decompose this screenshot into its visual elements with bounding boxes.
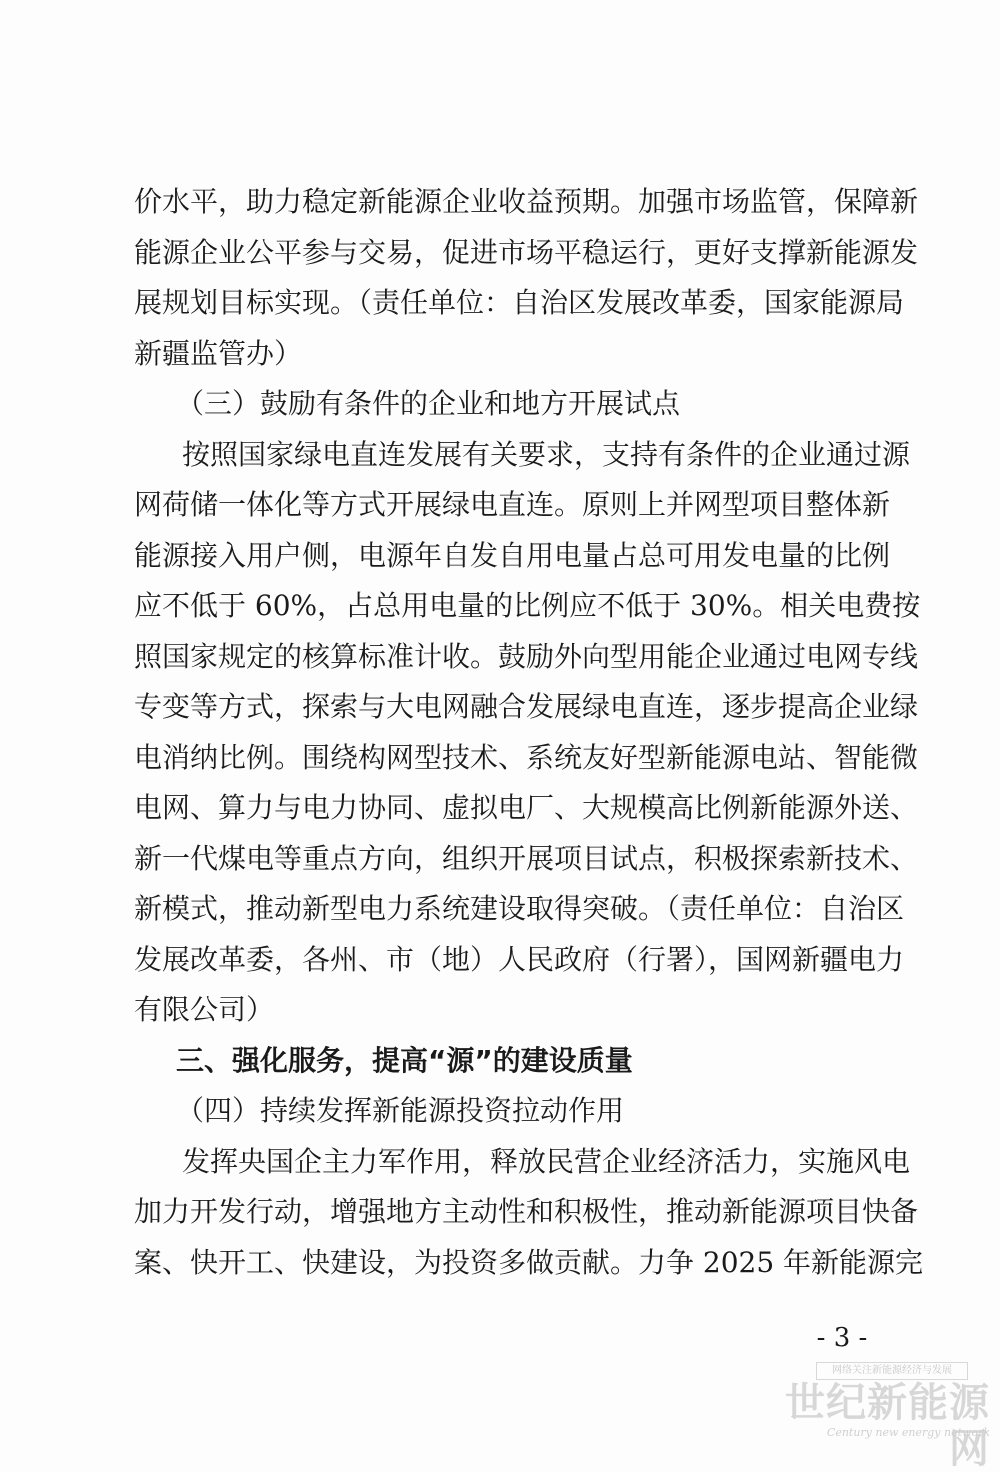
text-line: 电网、算力与电力协同、虚拟电厂、大规模高比例新能源外送、 (134, 791, 919, 824)
text-line: 专变等方式，探索与大电网融合发展绿电直连，逐步提高企业绿 (134, 690, 919, 723)
text-line: 新疆监管办） (134, 337, 303, 370)
text-line (0, 1243, 1000, 1283)
page-number: - 3 - (816, 1323, 868, 1353)
text-line: 价水平，助力稳定新能源企业收益预期。加强市场监管，保障新 (134, 185, 919, 218)
text-line: 应不低于 60%，占总用电量的比例应不低于 30%。相关电费按 (134, 589, 921, 622)
text-line: 展规划目标实现。（责任单位：自治区发展改革委，国家能源局 (134, 286, 905, 319)
text-line: 能源企业公平参与交易，促进市场平稳运行，更好支撑新能源发 (134, 236, 919, 269)
watermark-tagline: 网络关注新能源经济与发展 (816, 1362, 968, 1380)
watermark-name: 世纪新能源网 (785, 1380, 990, 1472)
subheading-four: （四）持续发挥新能源投资拉动作用 (176, 1094, 625, 1127)
text-line: 电消纳比例。围绕构网型技术、系统友好型新能源电站、智能微 (134, 741, 919, 774)
text-line: 发挥央国企主力军作用，释放民营企业经济活力，实施风电 (182, 1145, 911, 1178)
text-line: 发展改革委，各州、市（地）人民政府（行署），国网新疆电力 (134, 943, 905, 976)
text-line: 网荷储一体化等方式开展绿电直连。原则上并网型项目整体新 (134, 488, 891, 521)
text-line-content: 案、快开工、快建设，为投资多做贡献。力争 2025 年新能源完 (134, 1246, 924, 1279)
text-line: 新一代煤电等重点方向，组织开展项目试点，积极探索新技术、 (134, 842, 919, 875)
text-line: 有限公司） (134, 993, 275, 1026)
text-line: 能源接入用户侧，电源年自发自用电量占总可用发电量的比例 (134, 539, 891, 572)
watermark-english: Century new energy network (826, 1426, 990, 1439)
text-line: 新模式，推动新型电力系统建设取得突破。（责任单位：自治区 (134, 892, 905, 925)
text-line: 照国家规定的核算标准计收。鼓励外向型用能企业通过电网专线 (134, 640, 919, 673)
text-line: 按照国家绿电直连发展有关要求，支持有条件的企业通过源 (182, 438, 911, 471)
section-heading-three: 三、强化服务，提高“源”的建设质量 (176, 1044, 633, 1077)
text-line: 加力开发行动，增强地方主动性和积极性，推动新能源项目快备 (134, 1195, 919, 1228)
watermark (760, 1362, 990, 1472)
subheading-three: （三）鼓励有条件的企业和地方开展试点 (176, 387, 681, 420)
